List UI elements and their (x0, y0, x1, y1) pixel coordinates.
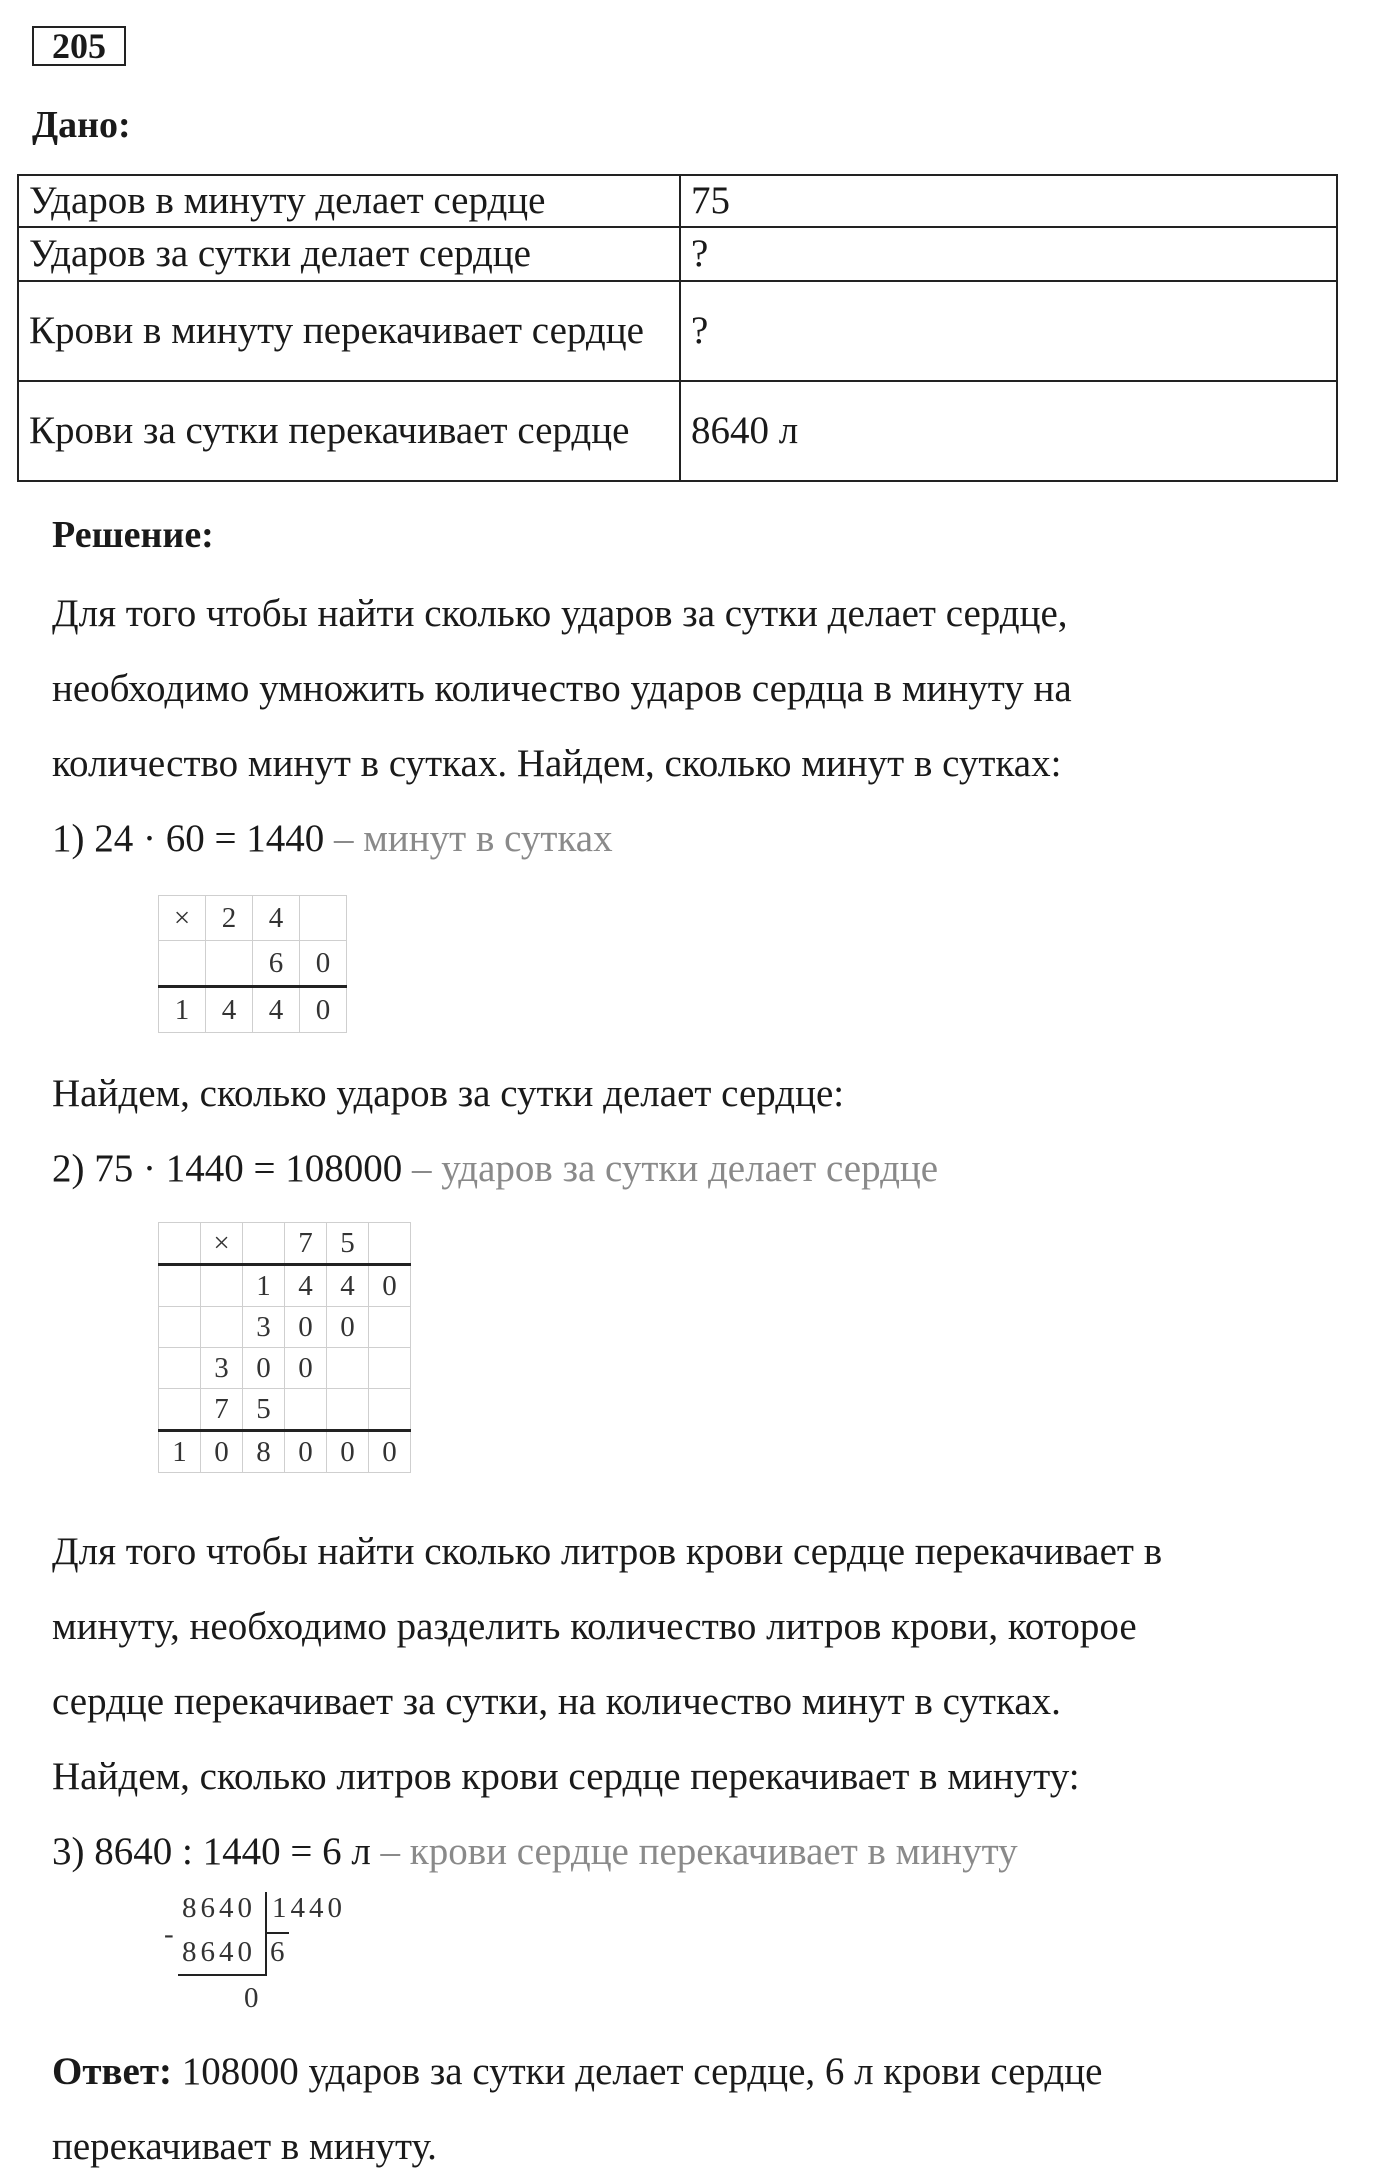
step-3-note: – крови сердце перекачивает в минуту (370, 1830, 1018, 1873)
step-1-note: – минут в сутках (324, 817, 613, 860)
answer-label: Ответ: (52, 2050, 173, 2093)
grid-cell: 3 (201, 1348, 243, 1389)
grid-cell (327, 1348, 369, 1389)
grid-cell: 4 (327, 1265, 369, 1307)
grid-cell: 0 (327, 1307, 369, 1348)
grid-cell: 2 (206, 896, 253, 941)
step-1-expression: 1) 24 · 60 = 1440 (52, 817, 325, 860)
step-1 (52, 817, 613, 861)
table-row (18, 281, 1337, 381)
long-division (160, 1890, 360, 2030)
given-value: ? (680, 227, 1337, 281)
grid-cell: 0 (201, 1431, 243, 1473)
paragraph-line: Для того чтобы найти сколько ударов за сутки делает сердце, (52, 592, 1068, 635)
grid-cell (369, 1307, 411, 1348)
step-2 (52, 1147, 938, 1191)
grid-cell: 8 (243, 1431, 285, 1473)
multiplication-grid-1 (158, 895, 347, 1033)
grid-cell: 0 (300, 987, 347, 1033)
given-label: Ударов за сутки делает сердце (18, 227, 680, 281)
grid-cell (201, 1265, 243, 1307)
grid-cell: 7 (201, 1389, 243, 1431)
grid-cell: × (159, 896, 206, 941)
given-label: Ударов в минуту делает сердце (18, 175, 680, 227)
grid-cell: 6 (253, 941, 300, 987)
grid-cell (159, 941, 206, 987)
divisor: 1440 (272, 1892, 346, 1924)
table-row (18, 175, 1337, 227)
answer-line-2: перекачивает в минуту. (52, 2125, 437, 2168)
grid-cell (369, 1223, 411, 1265)
grid-cell: 0 (243, 1348, 285, 1389)
paragraph-line: количество минут в сутках. Найдем, сколько минут в сутках: (52, 742, 1062, 785)
grid-cell (159, 1348, 201, 1389)
grid-cell: 0 (285, 1431, 327, 1473)
grid-cell (327, 1389, 369, 1431)
grid-cell (300, 896, 347, 941)
subtraction-line (178, 1974, 266, 1976)
step-3-expression: 3) 8640 : 1440 = 6 л (52, 1830, 371, 1873)
grid-cell: 0 (285, 1348, 327, 1389)
grid-cell (206, 941, 253, 987)
grid-cell: × (201, 1223, 243, 1265)
grid-cell (159, 1265, 201, 1307)
step-2-expression: 2) 75 · 1440 = 108000 (52, 1147, 403, 1190)
paragraph-line: необходимо умножить количество ударов сердца в минуту на (52, 667, 1072, 710)
given-value: 75 (680, 175, 1337, 227)
grid-cell: 4 (253, 896, 300, 941)
dividend: 8640 (182, 1892, 256, 1924)
grid-cell (243, 1223, 285, 1265)
given-label: Крови за сутки перекачивает сердце (18, 381, 680, 481)
grid-cell: 4 (285, 1265, 327, 1307)
grid-cell: 0 (285, 1307, 327, 1348)
grid-cell: 0 (369, 1265, 411, 1307)
grid-cell: 5 (327, 1223, 369, 1265)
step-3 (52, 1830, 1018, 1874)
paragraph-line: Найдем, сколько ударов за сутки делает сердце: (52, 1072, 845, 1115)
paragraph-line: Для того чтобы найти сколько литров крови сердце перекачивает в (52, 1530, 1163, 1573)
given-table (17, 174, 1338, 482)
step-2-note: – ударов за сутки делает сердце (402, 1147, 939, 1190)
table-row (18, 381, 1337, 481)
remainder: 0 (244, 1982, 263, 2014)
minus-sign: - (164, 1918, 178, 1950)
paragraph-line: сердце перекачивает за сутки, на количество минут в сутках. (52, 1680, 1061, 1723)
division-bar-horizontal (267, 1932, 289, 1934)
given-heading: Дано: (32, 104, 131, 146)
division-bar-vertical (265, 1892, 267, 1976)
grid-cell (285, 1389, 327, 1431)
paragraph-line: Найдем, сколько литров крови сердце перекачивает в минуту: (52, 1755, 1080, 1798)
quotient: 6 (270, 1936, 289, 1968)
grid-cell: 1 (159, 987, 206, 1033)
grid-cell: 0 (300, 941, 347, 987)
grid-cell: 7 (285, 1223, 327, 1265)
grid-cell (369, 1348, 411, 1389)
grid-cell: 3 (243, 1307, 285, 1348)
grid-cell (159, 1389, 201, 1431)
solution-heading: Решение: (52, 514, 214, 556)
subtrahend: 8640 (182, 1936, 256, 1968)
given-label: Крови в минуту перекачивает сердце (18, 281, 680, 381)
grid-cell: 4 (206, 987, 253, 1033)
table-row (18, 227, 1337, 281)
grid-cell: 1 (243, 1265, 285, 1307)
given-value: 8640 л (680, 381, 1337, 481)
problem-number: 205 (32, 26, 126, 66)
grid-cell (159, 1223, 201, 1265)
given-value: ? (680, 281, 1337, 381)
multiplication-grid-2 (158, 1222, 411, 1473)
grid-cell (201, 1307, 243, 1348)
answer-text: 108000 ударов за сутки делает сердце, 6 л крови сердце (172, 2050, 1103, 2093)
grid-cell: 1 (159, 1431, 201, 1473)
answer-line-1 (52, 2050, 1102, 2094)
grid-cell: 4 (253, 987, 300, 1033)
grid-cell: 5 (243, 1389, 285, 1431)
grid-cell (159, 1307, 201, 1348)
grid-cell: 0 (369, 1431, 411, 1473)
paragraph-line: минуту, необходимо разделить количество литров крови, которое (52, 1605, 1137, 1648)
grid-cell: 0 (327, 1431, 369, 1473)
grid-cell (369, 1389, 411, 1431)
